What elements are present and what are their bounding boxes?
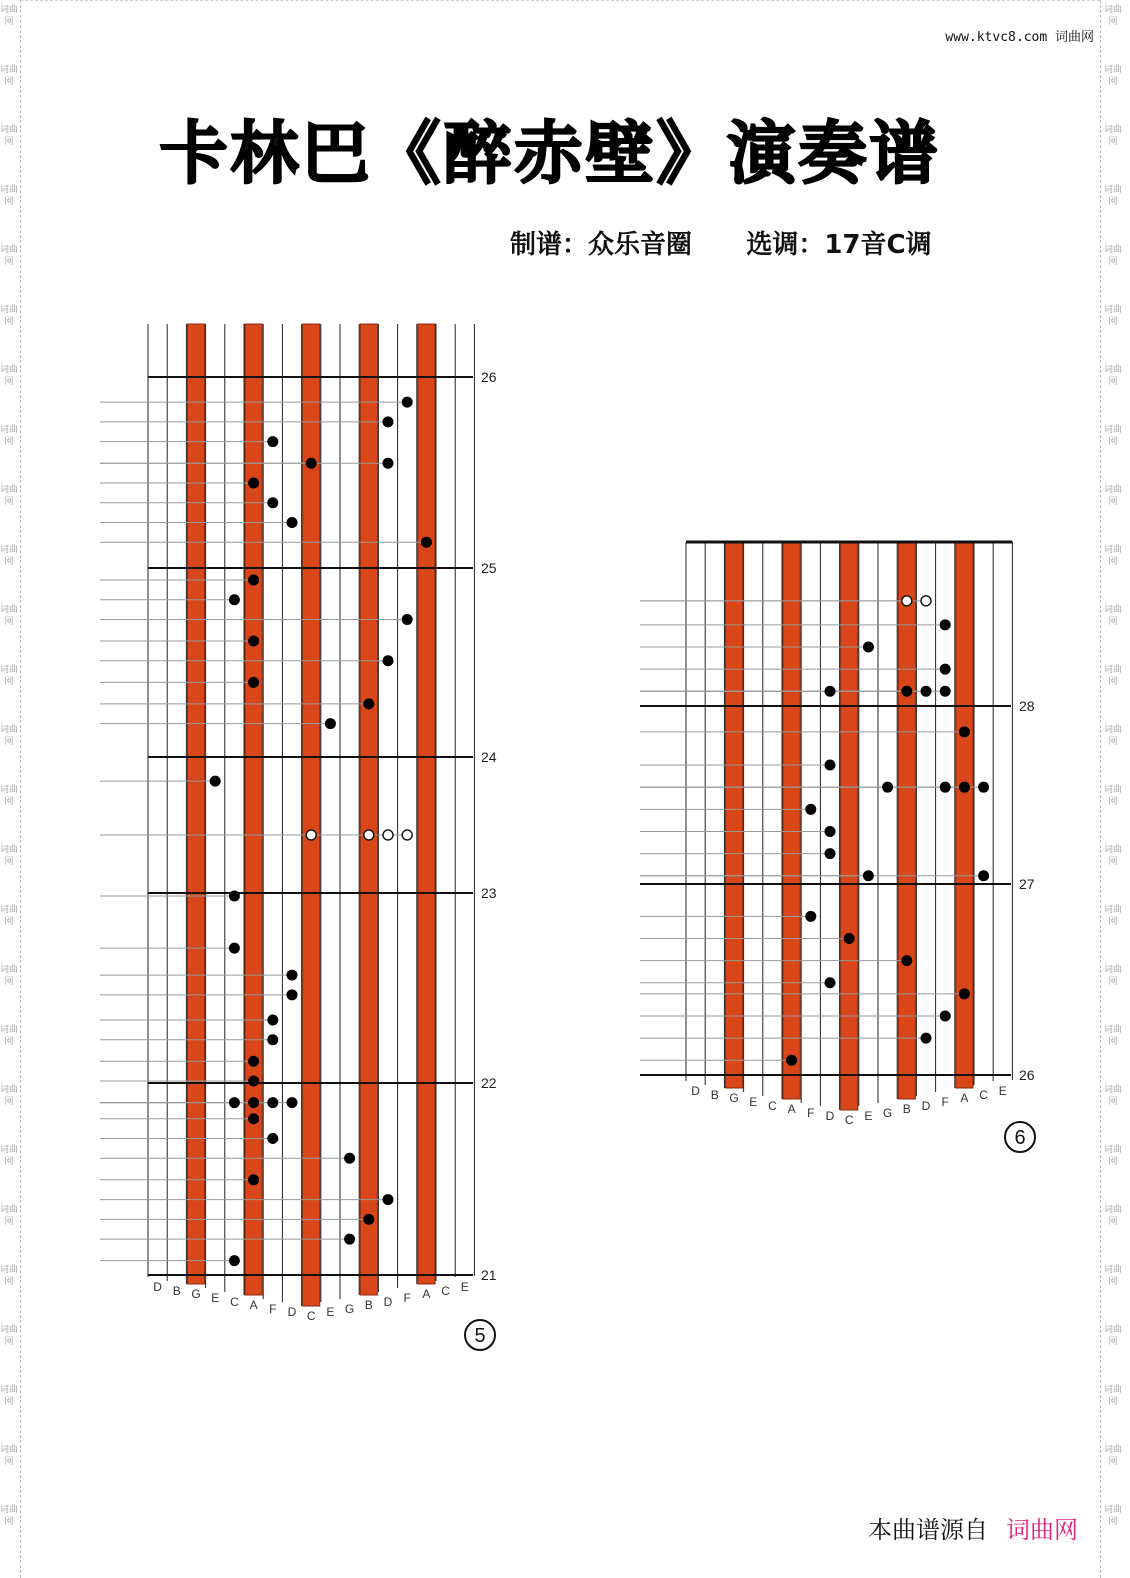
note-dot (383, 416, 394, 427)
note-dot (901, 686, 912, 697)
measure-number: 28 (1019, 698, 1035, 714)
side-watermark: 词曲网 (0, 185, 19, 207)
side-watermark: 词曲网 (1104, 785, 1123, 807)
note-dot (229, 943, 240, 954)
note-dot (287, 989, 298, 1000)
side-watermark: 词曲网 (0, 1505, 19, 1527)
side-watermark: 词曲网 (1104, 665, 1123, 687)
side-watermark: 词曲网 (1104, 545, 1123, 567)
side-watermark: 词曲网 (1104, 5, 1123, 27)
tine-label: G (191, 1287, 201, 1301)
tine-label: G (729, 1091, 739, 1105)
footer-source-text: 本曲谱源自 (868, 1516, 988, 1544)
note-dot (287, 517, 298, 528)
side-watermark: 词曲网 (0, 425, 19, 447)
note-dot (402, 397, 413, 408)
side-watermark: 词曲网 (0, 905, 19, 927)
tine-label: A (960, 1091, 969, 1105)
note-dot (921, 1033, 932, 1044)
note-dot (921, 686, 932, 697)
tine-label: C (979, 1088, 988, 1102)
side-watermark: 词曲网 (0, 1445, 19, 1467)
side-watermark: 词曲网 (0, 1325, 19, 1347)
note-dot (959, 988, 970, 999)
note-dot (786, 1055, 797, 1066)
tine-label: C (441, 1284, 450, 1298)
note-dot (229, 1255, 240, 1266)
note-dot (940, 782, 951, 793)
note-dot (940, 686, 951, 697)
footer-source (868, 1510, 1078, 1545)
note-dot (344, 1153, 355, 1164)
note-dot (248, 1076, 259, 1087)
tine-label: F (941, 1095, 949, 1109)
note-dot (978, 782, 989, 793)
side-watermark: 词曲网 (0, 785, 19, 807)
key-credit: 选调：17音C调 (746, 230, 932, 260)
side-watermark: 词曲网 (0, 1145, 19, 1167)
note-dot (844, 933, 855, 944)
note-dot (940, 1010, 951, 1021)
side-watermark: 词曲网 (1104, 125, 1123, 147)
note-dot (229, 891, 240, 902)
tine-highlight (898, 542, 915, 1099)
side-watermark: 词曲网 (0, 665, 19, 687)
measure-number: 26 (481, 369, 497, 385)
side-watermark: 词曲网 (1104, 1445, 1123, 1467)
note-dot (825, 686, 836, 697)
note-hollow (921, 596, 931, 606)
measure-number: 27 (1019, 876, 1035, 892)
note-dot (248, 1056, 259, 1067)
tine-label: D (287, 1305, 297, 1319)
side-watermark: 词曲网 (1104, 905, 1123, 927)
note-dot (805, 804, 816, 815)
tine-highlight (245, 324, 262, 1295)
side-watermark: 词曲网 (1104, 1505, 1123, 1527)
note-dot (287, 1097, 298, 1108)
note-dot (825, 760, 836, 771)
tine-highlight (725, 542, 742, 1088)
note-dot (363, 698, 374, 709)
side-watermark: 词曲网 (0, 605, 19, 627)
tine-label: C (768, 1099, 777, 1113)
note-dot (229, 594, 240, 605)
note-dot (383, 458, 394, 469)
tine-label: D (825, 1109, 835, 1123)
note-dot (383, 1194, 394, 1205)
tine-label: A (422, 1287, 431, 1301)
note-dot (805, 911, 816, 922)
side-watermark: 词曲网 (0, 725, 19, 747)
tine-label: A (787, 1102, 796, 1116)
tine-label: G (344, 1302, 355, 1316)
page-title: 卡林巴《醉赤壁》演奏谱 (159, 115, 941, 194)
side-watermark: 词曲网 (1104, 365, 1123, 387)
tine-label: A (249, 1298, 258, 1312)
score-panel-5 (100, 324, 497, 1350)
tine-highlight (956, 542, 973, 1088)
note-dot (248, 677, 259, 688)
tine-highlight (360, 324, 377, 1295)
note-dot (267, 497, 278, 508)
measure-number: 26 (1019, 1067, 1035, 1083)
side-watermark: 词曲网 (1104, 1025, 1123, 1047)
note-dot (229, 1097, 240, 1108)
side-watermark: 词曲网 (0, 305, 19, 327)
side-watermark: 词曲网 (1104, 1385, 1123, 1407)
header-url[interactable]: www.ktvc8.com 词曲网 (945, 30, 1094, 45)
side-watermark: 词曲网 (0, 1085, 19, 1107)
side-watermark: 词曲网 (0, 1025, 19, 1047)
tine-label: E (864, 1109, 873, 1123)
tine-highlight (783, 542, 800, 1099)
side-watermark: 词曲网 (1104, 485, 1123, 507)
note-dot (248, 1174, 259, 1185)
tine-highlight (418, 324, 435, 1284)
tine-label: B (902, 1102, 911, 1116)
tine-label: C (306, 1309, 316, 1323)
measure-number: 25 (481, 560, 497, 576)
tine-label: D (691, 1084, 700, 1098)
side-watermark: 词曲网 (0, 245, 19, 267)
note-dot (306, 458, 317, 469)
note-dot (267, 1034, 278, 1045)
page-number: 6 (1014, 1127, 1026, 1149)
side-watermark: 词曲网 (1104, 65, 1123, 87)
note-dot (421, 537, 432, 548)
measure-number: 21 (481, 1267, 497, 1283)
tine-label: C (230, 1295, 239, 1309)
side-watermark: 词曲网 (1104, 425, 1123, 447)
arranger-credit: 制谱：众乐音圈 (510, 230, 693, 260)
tine-label: G (882, 1106, 893, 1120)
note-dot (344, 1234, 355, 1245)
tine-label: D (153, 1280, 162, 1294)
note-dot (248, 636, 259, 647)
note-dot (248, 477, 259, 488)
side-watermark: 词曲网 (0, 365, 19, 387)
tine-label: D (921, 1099, 931, 1113)
tine-label: E (749, 1095, 758, 1109)
side-watermark: 词曲网 (1104, 305, 1123, 327)
measure-number: 23 (481, 885, 497, 901)
side-watermark: 词曲网 (1104, 845, 1123, 867)
tine-label: B (172, 1284, 181, 1298)
tine-label: F (269, 1302, 277, 1316)
note-dot (267, 1014, 278, 1025)
side-watermark: 词曲网 (0, 485, 19, 507)
note-dot (383, 655, 394, 666)
note-dot (325, 718, 336, 729)
note-dot (267, 436, 278, 447)
note-dot (287, 970, 298, 981)
side-watermark: 词曲网 (0, 1385, 19, 1407)
note-hollow (364, 830, 374, 840)
note-hollow (383, 830, 393, 840)
side-watermark: 词曲网 (1104, 1325, 1123, 1347)
side-watermark: 词曲网 (1104, 605, 1123, 627)
side-watermark: 词曲网 (1104, 1205, 1123, 1227)
note-dot (363, 1214, 374, 1225)
note-dot (248, 1113, 259, 1124)
note-dot (940, 664, 951, 675)
tine-highlight (841, 542, 858, 1110)
note-dot (901, 955, 912, 966)
note-hollow (902, 596, 912, 606)
side-watermark: 词曲网 (1104, 1265, 1123, 1287)
note-dot (248, 574, 259, 585)
tine-label: E (998, 1084, 1007, 1098)
note-dot (940, 619, 951, 630)
side-watermark: 词曲网 (1104, 965, 1123, 987)
side-watermark: 词曲网 (1104, 245, 1123, 267)
note-dot (863, 870, 874, 881)
side-watermark: 词曲网 (0, 845, 19, 867)
tine-label: B (364, 1298, 373, 1312)
tine-label: D (383, 1295, 393, 1309)
side-watermark: 词曲网 (1104, 725, 1123, 747)
side-watermark: 词曲网 (0, 965, 19, 987)
page-number: 5 (474, 1325, 486, 1347)
tine-label: E (326, 1305, 335, 1319)
note-hollow (402, 830, 412, 840)
footer-site-link[interactable]: 词曲网 (1006, 1516, 1078, 1544)
side-watermark: 词曲网 (0, 545, 19, 567)
tine-label: E (460, 1280, 469, 1294)
note-hollow (306, 830, 316, 840)
note-dot (978, 870, 989, 881)
tine-label: F (403, 1291, 411, 1305)
tine-highlight (187, 324, 204, 1284)
tine-label: F (807, 1106, 815, 1120)
note-dot (959, 726, 970, 737)
tine-label: C (844, 1113, 854, 1127)
note-dot (210, 776, 221, 787)
note-dot (267, 1097, 278, 1108)
side-watermark: 词曲网 (1104, 1145, 1123, 1167)
side-watermark: 词曲网 (0, 1265, 19, 1287)
side-watermark: 词曲网 (0, 5, 19, 27)
side-watermark: 词曲网 (0, 125, 19, 147)
note-dot (267, 1133, 278, 1144)
note-dot (959, 782, 970, 793)
note-dot (248, 1097, 259, 1108)
note-dot (825, 977, 836, 988)
tine-label: B (710, 1088, 719, 1102)
side-watermark: 词曲网 (1104, 1085, 1123, 1107)
side-watermark: 词曲网 (0, 65, 19, 87)
side-watermark: 词曲网 (1104, 185, 1123, 207)
side-watermark: 词曲网 (0, 1205, 19, 1227)
measure-number: 22 (481, 1075, 497, 1091)
note-dot (863, 641, 874, 652)
measure-number: 24 (481, 749, 497, 765)
note-dot (402, 614, 413, 625)
score-panel-6 (640, 542, 1035, 1152)
note-dot (825, 848, 836, 859)
note-dot (825, 826, 836, 837)
note-dot (882, 782, 893, 793)
tine-label: E (211, 1291, 220, 1305)
